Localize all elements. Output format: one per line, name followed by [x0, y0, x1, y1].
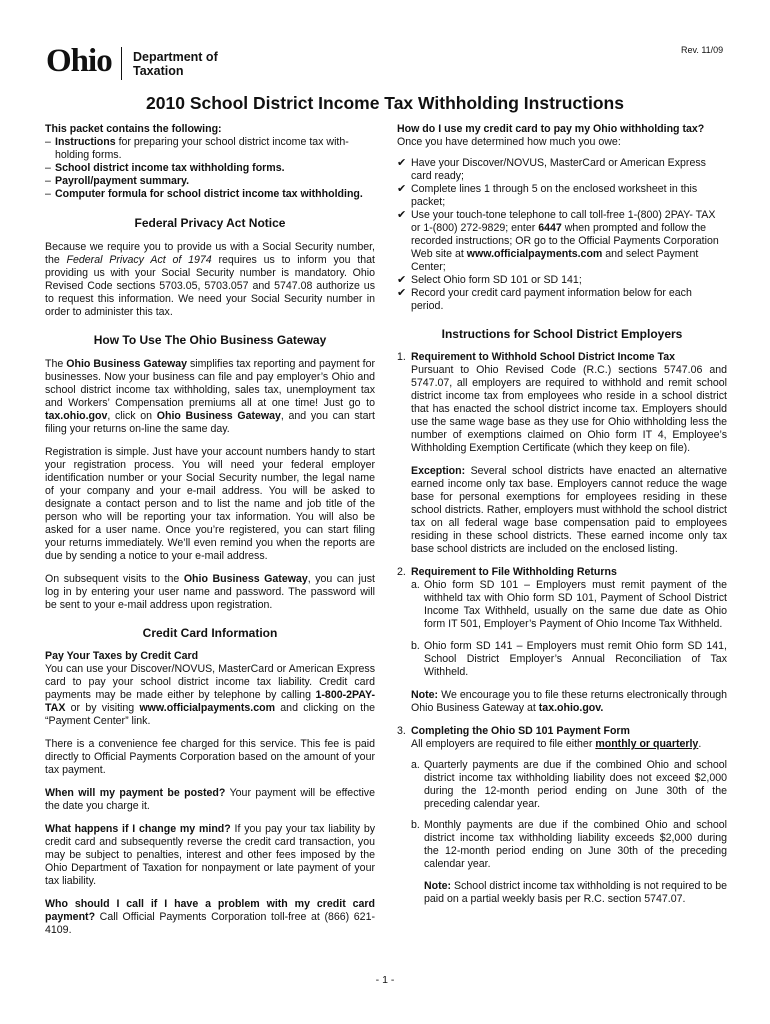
credit-card-paragraph-1	[45, 663, 375, 728]
gateway-paragraph-3	[45, 573, 375, 612]
gw-bold: Ohio Business Gateway	[66, 358, 187, 370]
left-column	[45, 123, 375, 937]
tax-ohio-link[interactable]: tax.ohio.gov	[45, 410, 108, 422]
faq-answer: If you pay your tax liability by credit card and subsequently reverse the credit card transaction, you may be subject to penalties, interest and other fees imposed by the Ohio Department of Taxation for nonpayment or late payment of your tax liability.	[45, 823, 376, 887]
check-icon: ✔	[397, 183, 407, 195]
privacy-act-name: Federal Privacy Act of 1974	[66, 254, 212, 266]
gw-bold: Ohio Business Gateway	[183, 573, 308, 585]
note-gateway	[411, 689, 727, 715]
check-text: Complete lines 1 through 5 on the enclosed worksheet in this packet;	[411, 183, 698, 208]
credit-card-subheading: Pay Your Taxes by Credit Card	[45, 650, 199, 662]
official-payments-link[interactable]: www.officialpayments.com	[466, 248, 603, 260]
note-partial-weekly	[424, 880, 727, 906]
section-3	[397, 725, 727, 751]
packet-item-bold: Instructions	[55, 136, 116, 148]
check-text: Use your touch-tone telephone to call toll-free 1-(800) 2PAY- TAX or 1-(800) 272-9829; enter	[411, 209, 716, 234]
check-text: Record your credit card payment information below for each period.	[411, 287, 692, 312]
credit-card-paragraph-2: There is a convenience fee charged for this service. This fee is paid directly to Official Payments Corporation based on the amount of your tax payment.	[45, 738, 375, 776]
section-1	[397, 351, 727, 556]
cc-text: You can use your Discover/NOVUS, MasterCard or American Express card to pay your school district income tax liability. Credit card payments may be made either by telephone by calling	[45, 663, 375, 701]
section-3a	[411, 759, 727, 811]
gw-text: simplifies tax reporting and payment for businesses. Now your business can file and pay employer’s Ohio and school district income tax withholding, sales tax, unemployment tax and Workers’ Compensation premiums all at one time! Just go to	[45, 358, 375, 409]
section-number: 3.	[397, 725, 406, 737]
revision-date: Rev. 11/09	[681, 45, 724, 55]
gw-text: , you can just log in by entering your user name and password. The password will be sent to your e-mail address upon registration.	[45, 573, 375, 611]
frequency-emphasis: monthly or quarterly	[595, 738, 699, 750]
faq-answer: Call Official Payments Corporation toll-free at (866) 621-4109.	[45, 911, 375, 936]
note-label: Note:	[424, 880, 452, 892]
section-title: Requirement to Withhold School District Income Tax	[411, 351, 675, 363]
note-label: Note:	[411, 689, 439, 701]
section-number: 2.	[397, 566, 406, 578]
faq-posted	[45, 787, 375, 813]
packet-item-bold: School district income tax withholding forms.	[55, 162, 285, 174]
packet-item: – Payroll/payment summary.	[45, 175, 190, 187]
packet-item: – Instructions for preparing your school district income tax withholding forms.	[45, 136, 349, 161]
gw-bold: Ohio Business Gateway	[156, 410, 281, 422]
gateway-paragraph-1	[45, 358, 375, 436]
section-2	[397, 566, 727, 579]
cc-text: or by visiting	[65, 702, 140, 714]
gw-text: , and you can start filing your returns on-line the same day.	[45, 410, 375, 435]
faq-answer: Your payment will be effective the date you charge it.	[45, 787, 375, 812]
packet-heading: This packet contains the following:	[45, 123, 222, 135]
phone-number: 1-800-2PAY-TAX	[45, 689, 375, 714]
sub-text: Monthly payments are due if the combined Ohio and school district income tax withholding liability exceeds $2,000 during the 12-month period ending on June 30th of the preceding calendar year.	[424, 819, 727, 870]
section-text: .	[698, 738, 702, 750]
page-number: - 1 -	[375, 974, 395, 986]
gw-text: On subsequent visits to the	[45, 573, 184, 585]
packet-item-bold: Payroll/payment summary.	[55, 175, 190, 187]
cc-text: and clicking on the “Payment Center” link.	[45, 702, 375, 727]
faq-question: Who should I call if I have a problem with my credit card payment?	[45, 898, 375, 923]
packet-item: – School district income tax withholding forms.	[45, 162, 285, 174]
check-text: when prompted and follow the recorded instructions; OR go to the Official Payments Corporation Web site at	[411, 222, 719, 260]
faq-question: When will my payment be posted?	[45, 787, 226, 799]
sub-marker: a.	[411, 579, 420, 591]
page-title: 2010 School District Income Tax Withholding Instructions	[146, 93, 624, 113]
packet-list	[45, 136, 375, 201]
check-item	[397, 274, 727, 287]
sub-marker: b.	[411, 819, 420, 831]
section-body	[411, 738, 727, 751]
ohio-logo: Ohio	[46, 43, 112, 79]
sub-marker: b.	[411, 640, 420, 652]
check-item	[397, 183, 727, 209]
right-column	[397, 123, 727, 906]
sub-marker: a.	[411, 759, 420, 771]
gateway-paragraph-2: Registration is simple. Just have your account numbers handy to start your registration process. You will need your federal employer identification number or your Social Security number, the legal name of your company and your e-mail address. You will be asked to designate a contact person and to list the name and job title of the person who will be reporting your tax information. You will also be asked for a user name. Once you’re registered, you can start filing your returns immediately. We’ll even remind you when the reports are due by sending a notice to your e-mail address.	[45, 446, 375, 562]
department-name	[133, 50, 218, 78]
how-pay-intro: Once you have determined how much you owe:	[397, 136, 621, 148]
section-2b	[411, 640, 727, 679]
dept-line-2: Taxation	[133, 64, 184, 78]
section-body: Pursuant to Ohio Revised Code (R.C.) sections 5747.06 and 5747.07, all employers are required to withhold and remit school district income tax from employees who reside in a school district that has enacted the school district income tax. Employers should use the same wage base as they use for Ohio withholding less the number of exemptions claimed on Ohio form IT 4, Employee’s Withholding Exemption Certificate (which they keep on file).	[411, 364, 727, 454]
check-icon: ✔	[397, 274, 407, 286]
section-number: 1.	[397, 351, 406, 363]
privacy-heading: Federal Privacy Act Notice	[134, 216, 286, 230]
check-item	[397, 287, 727, 313]
note-text: School district income tax withholding is not required to be paid on a partial weekly basis per R.C. section 5747.07.	[424, 880, 727, 905]
check-text: Have your Discover/NOVUS, MasterCard or American Express card ready;	[411, 157, 706, 182]
check-item	[397, 157, 727, 183]
credit-card-heading: Credit Card Information	[142, 626, 278, 640]
section-title: Completing the Ohio SD 101 Payment Form	[411, 725, 630, 737]
section-2a	[411, 579, 727, 631]
privacy-text: Because we require you to provide us with a Social Security number, the	[45, 241, 375, 266]
pin-code: 6447	[538, 222, 562, 234]
section-text: All employers are required to file either	[411, 738, 596, 750]
check-text: Select Ohio form SD 101 or SD 141;	[411, 274, 582, 286]
faq-question: What happens if I change my mind?	[45, 823, 231, 835]
sub-text: Ohio form SD 141 – Employers must remit Ohio form SD 141, School District Employer’s Annual Reconciliation of Tax Withheld.	[424, 640, 727, 678]
sub-text: Ohio form SD 101 – Employers must remit payment of the withheld tax with Ohio form SD 101, Payment of School District Income Tax Withheld, usually on the same due date as Ohio form IT 501, Employer’s Payment of Ohio Income Tax Withheld.	[424, 579, 727, 630]
sub-text: Quarterly payments are due if the combined Ohio and school district income tax withholding liability does not exceed $2,000 during the 12-month period ending on June 30th of the preceding calendar year.	[424, 759, 727, 810]
privacy-text-rest: requires us to inform you that providing us with your Social Security number is mandatory. Ohio Revised Code sections 5703.05, 5703.057 and 5747.08 authorize us to request this information. We need your Social Security number in order to administer this tax.	[45, 254, 375, 318]
packet-item: – Computer formula for school district income tax withholding.	[45, 188, 363, 200]
employers-heading: Instructions for School District Employers	[441, 327, 683, 341]
check-icon: ✔	[397, 287, 407, 299]
check-icon: ✔	[397, 209, 407, 221]
check-list	[397, 157, 727, 313]
gateway-heading: How To Use The Ohio Business Gateway	[93, 333, 327, 347]
check-item	[397, 209, 727, 274]
exception-label: Exception:	[411, 465, 466, 477]
exception-text: Several school districts have enacted an alternative earned income only tax base. Employers cannot reduce the wage base for personal exemptions for employees residing in these school districts. Rather, employers must withhold the school district tax on all federal wage base compensation paid to employees residing in these school districts. These earned income only tax base school districts are included on the enclosed listing.	[411, 465, 727, 555]
how-pay-heading: How do I use my credit card to pay my Ohio withholding tax?	[397, 123, 705, 135]
tax-ohio-link[interactable]: tax.ohio.gov.	[538, 702, 604, 714]
dept-line-1: Department of	[133, 50, 218, 64]
exception-paragraph	[411, 465, 727, 556]
note-text: We encourage you to file these returns electronically through Ohio Business Gateway at	[411, 689, 727, 714]
check-icon: ✔	[397, 157, 407, 169]
gw-text: , click on	[107, 410, 157, 422]
section-title: Requirement to File Withholding Returns	[411, 566, 617, 578]
gw-text: The	[45, 358, 67, 370]
section-3b	[411, 819, 727, 871]
packet-item-text: for preparing your school district income tax withholding forms.	[55, 136, 349, 161]
check-text: and select Payment Center;	[411, 248, 699, 273]
faq-change-mind	[45, 823, 375, 888]
official-payments-link[interactable]: www.officialpayments.com	[139, 702, 276, 714]
privacy-paragraph	[45, 241, 375, 319]
logo-divider	[121, 47, 122, 80]
packet-item-bold: Computer formula for school district income tax withholding.	[55, 188, 363, 200]
faq-problem	[45, 898, 375, 937]
